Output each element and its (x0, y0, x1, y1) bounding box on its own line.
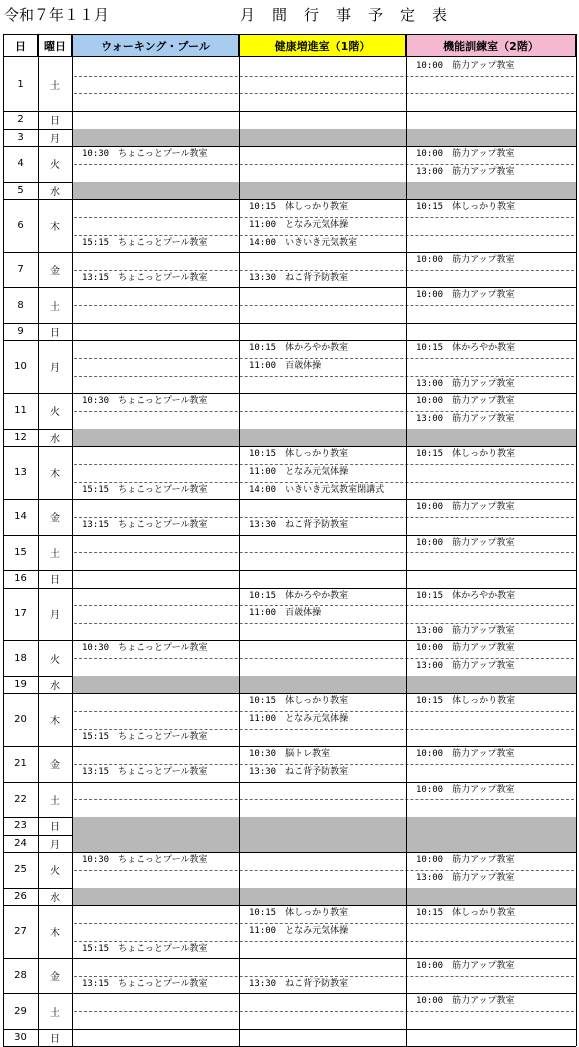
weekday-cell: 火 (50, 407, 60, 419)
event-health: 10:15 体しっかり教室 (249, 202, 349, 213)
day-number: 7 (17, 264, 24, 276)
weekday-cell: 日 (50, 1034, 60, 1046)
event-health: 10:30 脳トレ教室 (249, 749, 331, 760)
event-pool: 10:30 ちょこっとプール教室 (82, 149, 208, 160)
day-number: 22 (14, 793, 27, 805)
header-health: 健康増進室（1階） (239, 34, 406, 57)
day-number: 19 (14, 679, 27, 691)
day-number: 21 (14, 758, 27, 770)
weekday-cell: 土 (50, 548, 60, 560)
day-number: 20 (14, 714, 27, 726)
weekday-cell: 月 (50, 363, 60, 375)
day-number: 4 (17, 158, 24, 170)
event-pool: 13:15 ちょこっとプール教室 (82, 767, 208, 777)
day-number: 5 (17, 184, 24, 196)
weekday-cell: 水 (50, 892, 60, 904)
slot-divider (74, 358, 574, 359)
event-training: 10:00 筋力アップ教室 (416, 996, 515, 1007)
closed-day-fill (72, 835, 576, 853)
event-training: 13:00 筋力アップ教室 (416, 661, 515, 672)
row-border (3, 693, 576, 694)
event-pool: 15:15 ちょこっとプール教室 (82, 484, 208, 495)
column-border (72, 34, 73, 1046)
closed-day-fill (72, 129, 576, 147)
closed-day-fill (72, 182, 576, 200)
event-training: 10:00 筋力アップ教室 (416, 961, 515, 972)
weekday-cell: 木 (50, 716, 60, 728)
slot-divider (74, 376, 574, 377)
day-number: 3 (17, 131, 24, 143)
header-pool: ウォーキング・プール (72, 34, 239, 57)
event-training: 10:00 筋力アップ教室 (416, 784, 515, 795)
day-number: 18 (14, 652, 27, 664)
event-health: 10:15 体しっかり教室 (249, 908, 349, 919)
day-number: 14 (14, 511, 27, 523)
weekday-cell: 金 (50, 513, 60, 525)
event-training: 13:00 筋力アップ教室 (416, 414, 515, 424)
row-border (3, 958, 576, 959)
weekday-cell: 水 (50, 433, 60, 445)
event-training: 10:00 筋力アップ教室 (416, 61, 515, 71)
day-number: 29 (14, 1005, 27, 1017)
day-number: 12 (14, 431, 27, 443)
event-health: 13:30 ねこ背予防教室 (249, 978, 349, 989)
event-health: 10:15 体かろやか教室 (249, 343, 349, 354)
slot-divider (74, 941, 574, 942)
day-number: 24 (14, 837, 27, 849)
row-border (3, 640, 576, 641)
column-border (576, 34, 577, 1046)
event-training: 10:00 筋力アップ教室 (416, 643, 515, 654)
day-number: 25 (14, 864, 27, 876)
event-pool: 15:15 ちょこっとプール教室 (82, 731, 208, 742)
row-border (3, 570, 576, 571)
slot-divider (74, 552, 574, 553)
weekday-cell: 火 (50, 160, 60, 172)
row-border (3, 446, 576, 447)
slot-divider (74, 605, 574, 606)
row-border (3, 746, 576, 747)
event-training: 13:00 筋力アップ教室 (416, 378, 515, 389)
slot-divider (74, 764, 574, 765)
slot-divider (74, 658, 574, 659)
row-border (3, 499, 576, 500)
event-training: 10:15 体かろやか教室 (416, 590, 516, 601)
weekday-cell: 日 (50, 822, 60, 834)
event-health: 10:15 体しっかり教室 (249, 449, 349, 460)
day-number: 9 (17, 326, 24, 338)
event-pool: 10:30 ちょこっとプール教室 (82, 643, 208, 654)
event-training: 13:00 筋力アップ教室 (416, 872, 515, 883)
event-health: 11:00 となみ元気体操 (249, 466, 349, 477)
weekday-cell: 木 (50, 928, 60, 940)
event-health: 11:00 百歳体操 (249, 608, 322, 619)
event-pool: 13:15 ちょこっとプール教室 (82, 978, 208, 989)
day-number: 30 (14, 1032, 27, 1044)
slot-divider (74, 711, 574, 712)
event-training: 10:15 体しっかり教室 (416, 449, 516, 460)
slot-divider (74, 93, 574, 94)
event-training: 10:15 体しっかり教室 (416, 202, 516, 213)
event-health: 11:00 百歳体操 (249, 361, 322, 372)
slot-divider (74, 164, 574, 165)
day-number: 17 (14, 608, 27, 620)
column-border (38, 34, 39, 1046)
row-border (3, 905, 576, 906)
weekday-cell: 土 (50, 795, 60, 807)
slot-divider (74, 482, 574, 483)
day-number: 27 (14, 926, 27, 938)
page-title: 月 間 行 事 予 定 表 (240, 6, 449, 24)
row-border (3, 393, 576, 394)
slot-divider (74, 623, 574, 624)
event-pool: 13:15 ちょこっとプール教室 (82, 272, 208, 283)
day-number: 28 (14, 970, 27, 982)
column-border (3, 34, 4, 1046)
column-border (239, 34, 240, 1046)
row-border (3, 287, 576, 288)
row-border (3, 146, 576, 147)
row-border (3, 588, 576, 589)
day-number: 11 (14, 405, 27, 417)
weekday-cell: 火 (50, 654, 60, 666)
event-health: 10:15 体かろやか教室 (249, 590, 349, 601)
event-training: 10:00 筋力アップ教室 (416, 255, 515, 266)
day-number: 23 (14, 820, 27, 832)
event-training: 13:00 筋力アップ教室 (416, 625, 515, 636)
day-number: 8 (17, 299, 24, 311)
weekday-cell: 木 (50, 222, 60, 234)
slot-divider (74, 729, 574, 730)
event-training: 10:00 筋力アップ教室 (416, 855, 515, 866)
slot-divider (74, 411, 574, 412)
weekday-cell: 日 (50, 575, 60, 587)
day-number: 6 (17, 220, 24, 232)
slot-divider (74, 217, 574, 218)
event-training: 13:00 筋力アップ教室 (416, 166, 515, 177)
slot-divider (74, 799, 574, 800)
header-weekday: 曜日 (38, 34, 72, 57)
row-border (3, 535, 576, 536)
row-border (3, 323, 576, 324)
event-health: 13:30 ねこ背予防教室 (249, 519, 349, 530)
slot-divider (74, 305, 574, 306)
event-training: 10:00 筋力アップ教室 (416, 396, 515, 407)
event-training: 10:00 筋力アップ教室 (416, 290, 515, 301)
weekday-cell: 金 (50, 760, 60, 772)
row-border (3, 340, 576, 341)
event-health: 11:00 となみ元気体操 (249, 925, 349, 936)
row-border (3, 199, 576, 200)
weekday-cell: 土 (50, 80, 60, 92)
row-border (3, 111, 576, 112)
closed-day-fill (72, 676, 576, 694)
weekday-cell: 月 (50, 133, 60, 145)
page-title-date: 令和７年１１月 (4, 6, 110, 24)
weekday-cell: 月 (50, 610, 60, 622)
slot-divider (74, 976, 574, 977)
row-border (3, 852, 576, 853)
slot-divider (74, 270, 574, 271)
day-number: 2 (17, 114, 24, 126)
event-health: 13:30 ねこ背予防教室 (249, 272, 349, 283)
event-training: 10:15 体しっかり教室 (416, 696, 516, 707)
weekday-cell: 日 (50, 116, 60, 128)
event-training: 10:00 筋力アップ教室 (416, 537, 515, 548)
slot-divider (74, 923, 574, 924)
event-pool: 15:15 ちょこっとプール教室 (82, 237, 208, 248)
slot-divider (74, 1011, 574, 1012)
weekday-cell: 土 (50, 301, 60, 313)
event-pool: 10:30 ちょこっとプール教室 (82, 855, 208, 866)
event-training: 10:15 体しっかり教室 (416, 908, 516, 919)
day-number: 26 (14, 890, 27, 902)
row-border (3, 1029, 576, 1030)
weekday-cell: 金 (50, 266, 60, 278)
slot-divider (74, 235, 574, 236)
event-training: 10:00 筋力アップ教室 (416, 502, 515, 513)
event-health: 14:00 いきいき元気教室閉講式 (249, 484, 385, 495)
event-training: 10:15 体かろやか教室 (416, 343, 516, 354)
row-border (3, 782, 576, 783)
header-training: 機能訓練室（2階） (406, 34, 576, 57)
event-pool: 10:30 ちょこっとプール教室 (82, 396, 208, 407)
event-health: 14:00 いきいき元気教室 (249, 237, 358, 248)
weekday-cell: 金 (50, 972, 60, 984)
slot-divider (74, 517, 574, 518)
weekday-cell: 月 (50, 839, 60, 851)
row-border (3, 252, 576, 253)
slot-divider (74, 464, 574, 465)
day-number: 13 (14, 467, 27, 479)
event-training: 10:00 筋力アップ教室 (416, 149, 515, 160)
slot-divider (74, 870, 574, 871)
event-health: 11:00 となみ元気体操 (249, 219, 349, 230)
day-number: 10 (14, 361, 27, 373)
day-number: 1 (17, 78, 24, 90)
day-number: 15 (14, 546, 27, 558)
closed-day-fill (72, 817, 576, 835)
event-training: 10:00 筋力アップ教室 (416, 749, 515, 760)
event-pool: 15:15 ちょこっとプール教室 (82, 943, 208, 954)
event-health: 10:15 体しっかり教室 (249, 696, 349, 707)
closed-day-fill (72, 429, 576, 447)
event-health: 11:00 となみ元気体操 (249, 714, 349, 725)
slot-divider (74, 76, 574, 77)
row-border (3, 993, 576, 994)
event-health: 13:30 ねこ背予防教室 (249, 767, 349, 777)
column-border (406, 34, 407, 1046)
header-day: 日 (3, 34, 38, 57)
weekday-cell: 水 (50, 186, 60, 198)
weekday-cell: 水 (50, 681, 60, 693)
event-pool: 13:15 ちょこっとプール教室 (82, 519, 208, 530)
weekday-cell: 木 (50, 469, 60, 481)
closed-day-fill (72, 888, 576, 906)
day-number: 16 (14, 573, 27, 585)
weekday-cell: 日 (50, 328, 60, 340)
weekday-cell: 土 (50, 1007, 60, 1019)
weekday-cell: 火 (50, 866, 60, 878)
